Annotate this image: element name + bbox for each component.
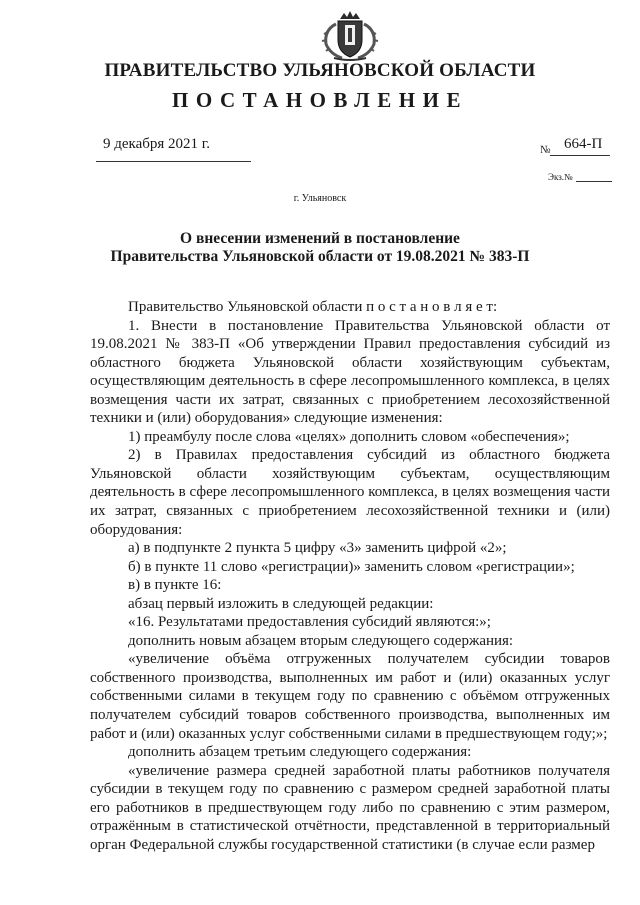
paragraph: 1) преамбулу после слова «целях» дополнить словом «обеспечения»; (128, 428, 570, 445)
paragraph: в) в пункте 16: (128, 577, 222, 594)
paragraph: «увеличение объёма отгруженных получателем субсидии товаров собственного производства, выполненных им работ и (или) оказанных услуг собственными силами в текущем году по сравнению с объёмом отгруженных получателем субсидий товаров собственного производства, выполненных им работ и (или) оказанных услуг собственными силами в предшествующем году;»; (90, 651, 610, 742)
paragraph: 1. Внести в постановление Правительства Ульяновской области от 19.08.2021 № 383-П «Об утверждении Правил предоставления субсидий из областного бюджета Ульяновской области хозяйствующим субъектам, осуществляющим деятельность в сфере лесопромышленного комплекса, в целях возмещения части их затрат, связанных с приобретением лесохозяйственной техники и (или) оборудования» следующие изменения: (90, 317, 610, 427)
decree-number: 664-П (564, 136, 603, 152)
date-underline (96, 161, 251, 162)
paragraph: «увеличение размера средней заработной платы работников получателя субсидии в текущем году по сравнению с размером средней заработной платы его работников в предшествующем году либо по сравнению с этим размером, отражённым в статистической отчётности, представленной в территориальный орган Федеральной службы государственной статистики (в случае если размер (90, 762, 610, 853)
paragraph: дополнить абзацем третьим следующего содержания: (128, 744, 472, 761)
paragraph: б) в пункте 11 слово «регистрации)» заменить словом «регистрации»; (128, 558, 575, 575)
subject-line: Правительства Ульяновской области от 19.08.2021 № 383-П (110, 248, 530, 265)
number-sign: № (540, 144, 551, 156)
paragraph: «16. Результатами предоставления субсидий являются:»; (128, 614, 491, 631)
ulyanovsk-coat-of-arms-icon (318, 10, 382, 62)
subject-line: О внесении изменений в постановление (180, 230, 460, 247)
decree-subject (0, 230, 640, 266)
decree-body (90, 298, 610, 854)
paragraph: дополнить новым абзацем вторым следующего содержания: (128, 632, 514, 649)
number-underline (550, 155, 610, 156)
paragraph: абзац первый изложить в следующей редакции: (128, 595, 434, 612)
city: г. Ульяновск (293, 193, 347, 204)
decree-date: 9 декабря 2021 г. (103, 136, 210, 152)
paragraph: 2) в Правилах предоставления субсидий из областного бюджета Ульяновской области хозяйствующим субъектам, осуществляющим деятельность в сфере лесопромышленного комплекса, в целях возмещения части их затрат, связанных с приобретением лесохозяйственной техники и (или) оборудования: (90, 447, 610, 538)
copy-number-label: Экз.№ (548, 172, 573, 182)
government-title: ПРАВИТЕЛЬСТВО УЛЬЯНОВСКОЙ ОБЛАСТИ (104, 60, 536, 81)
paragraph: Правительство Ульяновской области п о с т а н о в л я е т: (128, 299, 498, 315)
paragraph: а) в подпункте 2 пункта 5 цифру «3» заменить цифрой «2»; (128, 540, 507, 557)
decree-title: ПОСТАНОВЛЕНИЕ (172, 88, 468, 112)
copy-number-underline (576, 181, 612, 182)
